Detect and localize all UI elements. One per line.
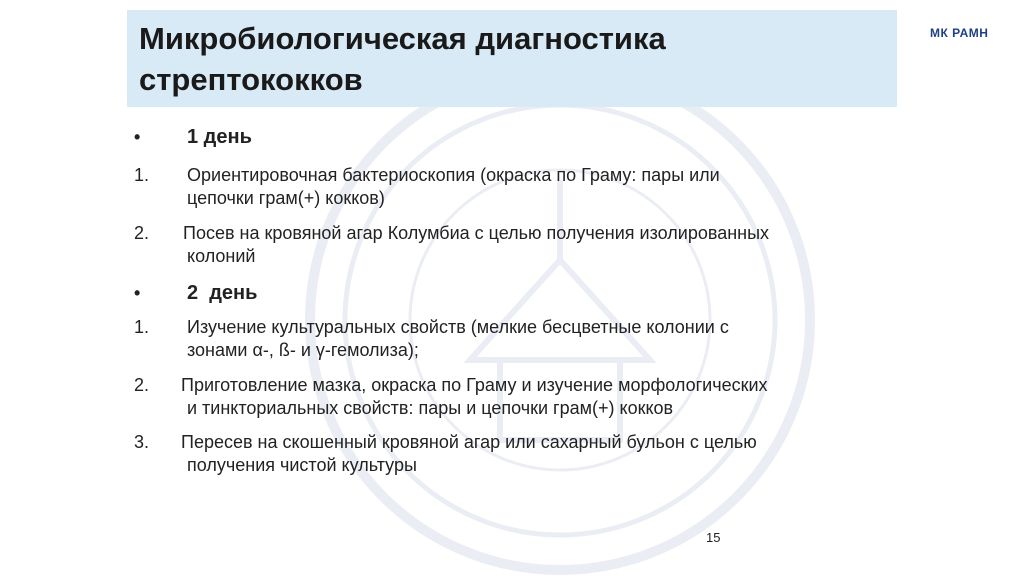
item-text-line-2: и тинкториальных свойств: пары и цепочки грам(+) кокков — [187, 398, 674, 418]
item-text-line-2: цепочки грам(+) кокков) — [187, 188, 385, 208]
item-number: 1. — [134, 165, 150, 185]
item-text-line-1: Посев на кровяной агар Колумбиа с целью получения изолированных — [183, 223, 770, 243]
item-number: 2. — [134, 375, 150, 395]
item-text-line-1: Изучение культуральных свойств (мелкие бесцветные колонии с — [187, 317, 729, 337]
bullet-marker: • — [134, 127, 141, 147]
item-number: 3. — [134, 432, 150, 452]
item-text-line-1: Ориентировочная бактериоскопия (окраска по Граму: пары или — [187, 165, 720, 185]
brand-logo-text: МК РАМН — [930, 26, 989, 40]
item-text-line-2: зонами α-, ß- и γ-гемолиза); — [187, 340, 419, 360]
item-number: 2. — [134, 223, 150, 243]
page-number: 15 — [706, 530, 721, 545]
item-text-line-1: Пересев на скошенный кровяной агар или сахарный бульон с целью — [181, 432, 757, 452]
item-text-line-1: Приготовление мазка, окраска по Граму и изучение морфологических — [181, 375, 768, 395]
slide-title-line-2: стрептококков — [139, 62, 363, 97]
item-number: 1. — [134, 317, 150, 337]
day1-heading: 1 день — [187, 126, 252, 148]
item-text-line-2: получения чистой культуры — [187, 455, 417, 475]
day2-heading: 2 день — [187, 282, 258, 304]
item-text-line-2: колоний — [187, 246, 256, 266]
title-banner — [127, 10, 897, 107]
slide-title-line-1: Микробиологическая диагностика — [139, 21, 666, 56]
bullet-marker: • — [134, 283, 141, 303]
